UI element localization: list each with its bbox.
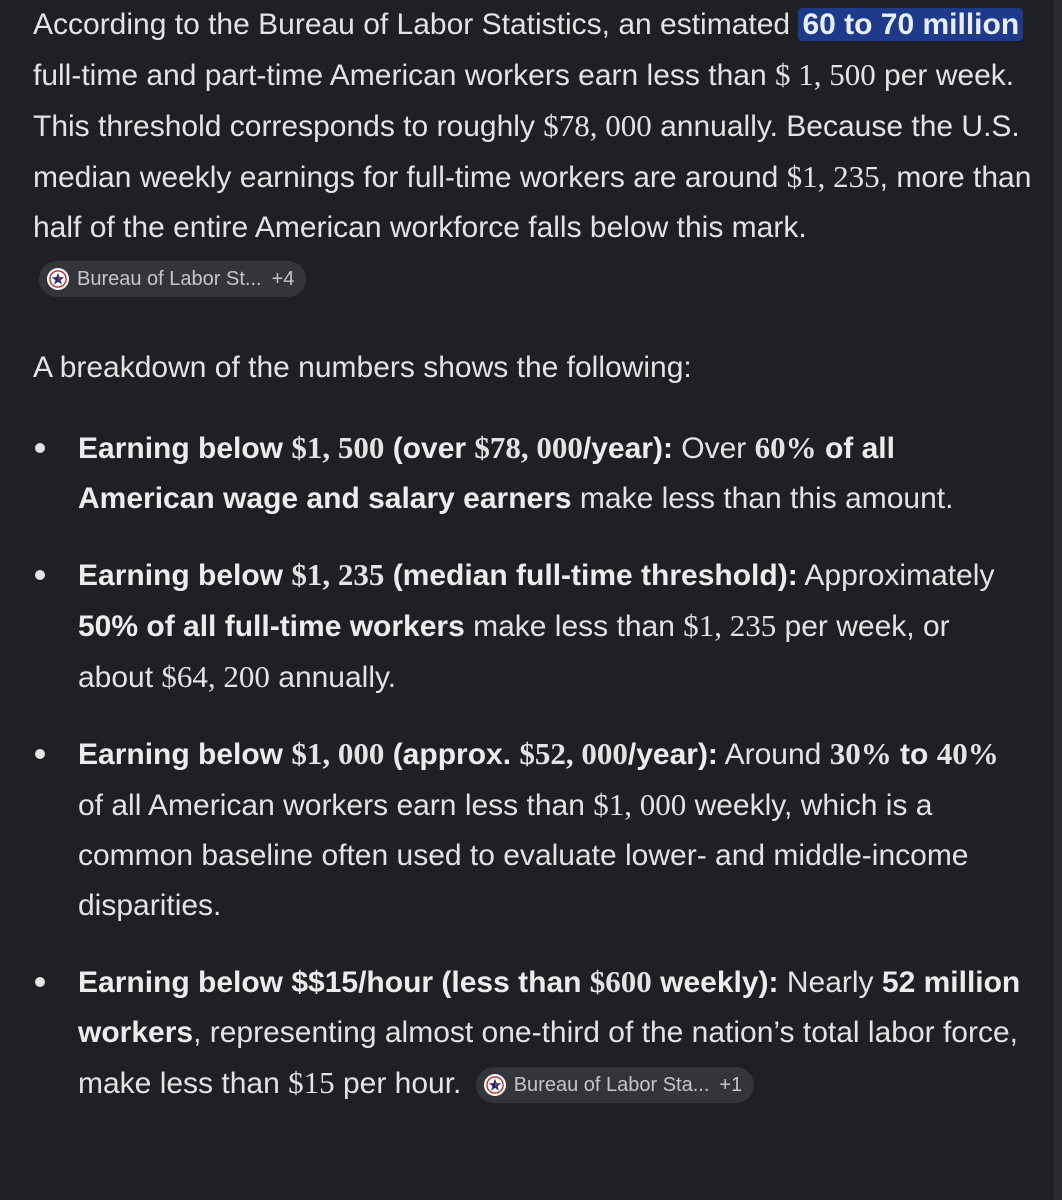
math-value: $1, 000 — [291, 736, 385, 771]
bold-text: (over — [384, 432, 475, 465]
body-text: make less than this amount. — [571, 482, 954, 515]
math-value: $1, 000 — [593, 787, 687, 822]
citation-chip[interactable] — [476, 1067, 755, 1103]
citation-more-count: +1 — [719, 1074, 743, 1097]
bullet-dot — [35, 749, 45, 759]
math-value: 30% — [829, 736, 892, 771]
intro-text: According to the Bureau of Labor Statistics, an estimated — [33, 8, 799, 41]
list-item — [33, 423, 1032, 524]
body-text: , representing almost one-third of the nation’s total labor force, make less than — [78, 1016, 1018, 1100]
body-text: weekly, which is a common baseline often used to evaluate lower- and middle-income disparities. — [78, 789, 969, 922]
bold-text: /year): — [582, 432, 673, 465]
bls-star-icon — [484, 1074, 506, 1096]
bold-text: Earning below — [78, 559, 292, 592]
bullet-dot — [35, 570, 45, 580]
math-value: 60% — [754, 430, 817, 465]
math-value: $1, 500 — [291, 430, 385, 465]
math-value: 40% — [936, 736, 999, 771]
math-value: $600 — [589, 964, 652, 999]
body-text: per hour. — [334, 1067, 462, 1100]
body-text: of all American workers earn less than — [78, 789, 594, 822]
bullet-dot — [35, 977, 45, 987]
list-item — [33, 550, 1032, 703]
math-value: $15 — [288, 1065, 335, 1100]
math-value: $ 1, 500 — [774, 57, 876, 92]
bold-text: weekly): — [651, 966, 779, 999]
body-text: Nearly — [778, 966, 882, 999]
citation-chip[interactable] — [39, 261, 306, 297]
body-text: Over — [672, 432, 755, 465]
body-text: make less than — [464, 610, 684, 643]
bold-text: of all American wage and salary earners — [78, 432, 895, 515]
intro-text: , more than half of the entire American workforce falls below this mark. — [33, 161, 1032, 244]
bold-text: 50% of all full-time workers — [78, 610, 465, 643]
scrollbar-track[interactable] — [1054, 0, 1062, 1200]
bold-text: to — [891, 738, 937, 771]
intro-text: full-time and part-time American workers earn less than — [33, 59, 775, 92]
body-text: per week, or about — [78, 610, 950, 694]
math-value: $64, 200 — [161, 659, 270, 694]
intro-paragraph — [33, 0, 1032, 303]
math-value: $78, 000 — [474, 430, 583, 465]
math-value: $52, 000 — [519, 736, 628, 771]
math-value: $1, 235 — [786, 159, 880, 194]
body-text: Around — [717, 738, 830, 771]
bold-text: Earning below $$15/hour (less than — [78, 966, 590, 999]
bullet-dot — [35, 443, 45, 453]
bold-text: /year): — [627, 738, 718, 771]
breakdown-lead: A breakdown of the numbers shows the following: — [33, 351, 692, 384]
body-text: Approximately — [797, 559, 995, 592]
bls-star-icon — [47, 268, 69, 290]
math-value: $78, 000 — [543, 108, 652, 143]
intro-text: per week. This threshold corresponds to roughly — [33, 59, 1015, 143]
bold-text: Earning below — [78, 738, 292, 771]
math-value: $1, 235 — [683, 608, 777, 643]
math-value: $1, 235 — [291, 557, 385, 592]
citation-label: Bureau of Labor Sta... — [513, 1074, 710, 1097]
highlighted-text: 60 to 70 million — [798, 8, 1023, 41]
intro-text: annually. Because the U.S. median weekly earnings for full-time workers are around — [33, 110, 1020, 194]
list-item — [33, 957, 1032, 1109]
bold-text: 52 million workers — [78, 966, 1021, 1049]
bold-text: (approx. — [384, 738, 520, 771]
body-text: annually. — [269, 661, 397, 694]
citation-more-count: +4 — [271, 268, 295, 291]
list-item — [33, 729, 1032, 931]
breakdown-list — [33, 423, 1032, 1109]
bold-text: Earning below — [78, 432, 292, 465]
bold-text: (median full-time threshold): — [384, 559, 798, 592]
citation-label: Bureau of Labor St... — [77, 268, 262, 291]
